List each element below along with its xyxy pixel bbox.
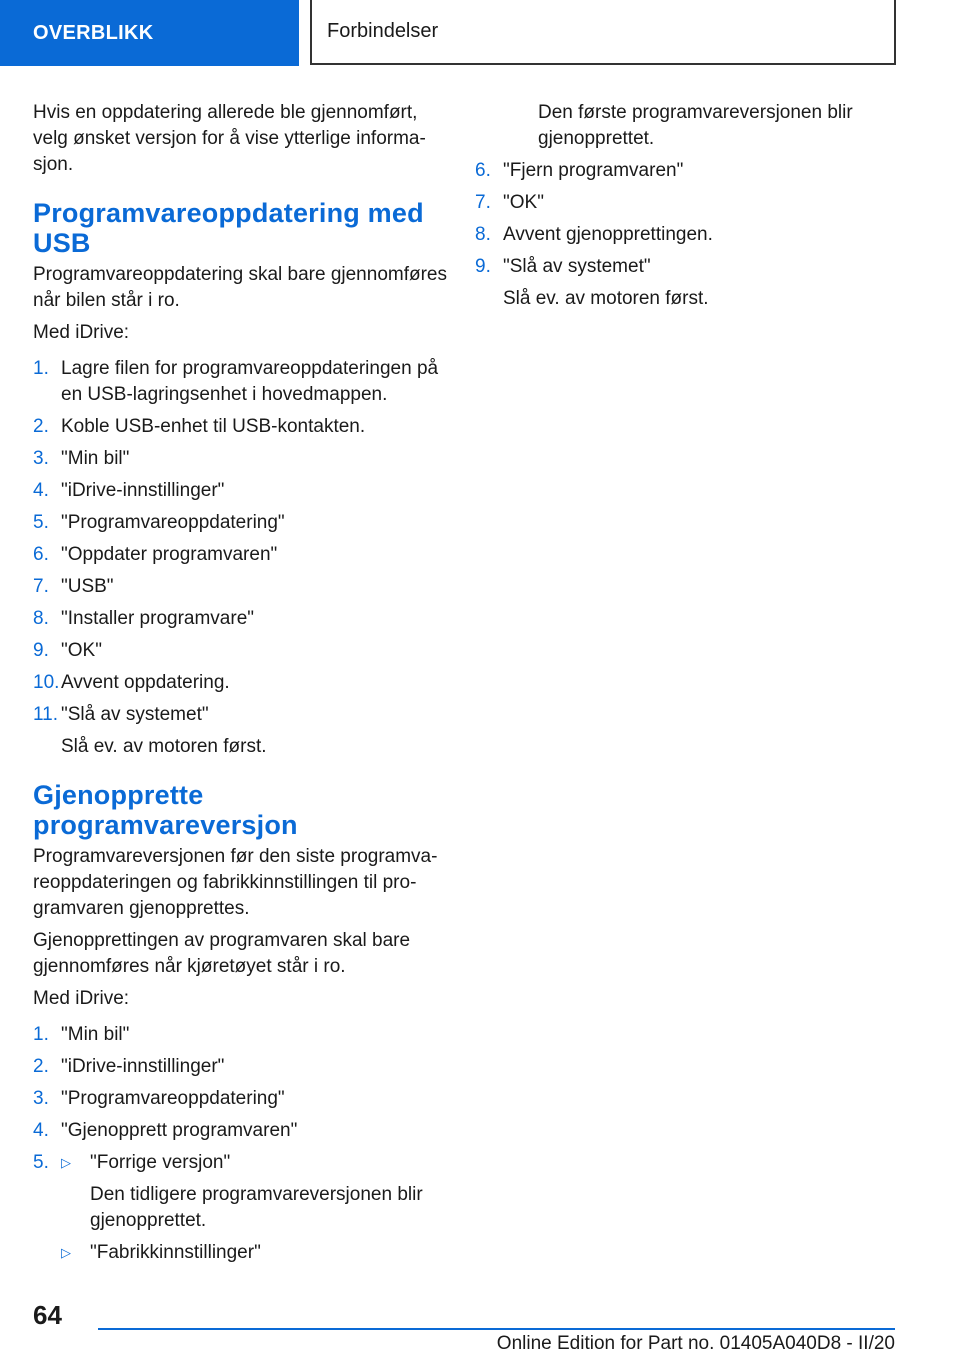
step-number: 2. xyxy=(33,416,49,437)
step-number: 3. xyxy=(33,1088,49,1109)
step-text: "OK" xyxy=(61,640,102,661)
option-text: "Forrige versjon" xyxy=(90,1152,231,1173)
list-item xyxy=(475,222,895,248)
step-note: Slå ev. av motoren først. xyxy=(61,736,267,757)
chapter-tab: OVERBLIKK xyxy=(0,0,299,66)
list-item xyxy=(33,510,451,536)
list-item xyxy=(33,356,451,408)
footer-edition: Online Edition for Part no. 01405A040D8 - II/20 xyxy=(496,1333,895,1354)
triangle-bullet-icon: ▷ xyxy=(61,1245,71,1260)
list-item xyxy=(33,542,451,568)
usb-steps-list xyxy=(33,356,451,760)
intro-paragraph: Hvis en oppdatering allerede ble gjennomført, velg ønsket versjon for å vise ytterlige informa-sjon. xyxy=(33,102,426,175)
restore-heading: Gjenopprette programvareversjon xyxy=(33,780,298,840)
restore-text-1: Programvareversjonen før den siste programva-reoppdateringen og fabrikkinnstillingen til pro-gramvaren gjenopprettes. xyxy=(33,846,438,919)
option-item xyxy=(61,1150,451,1234)
step-note: Slå ev. av motoren først. xyxy=(503,288,709,309)
step-number: 6. xyxy=(33,544,49,565)
list-item xyxy=(475,158,895,184)
page-header xyxy=(0,0,960,66)
step-text: "Slå av systemet" xyxy=(61,704,209,725)
list-item xyxy=(33,1054,451,1080)
step-text: "Programvareoppdatering" xyxy=(61,1088,285,1109)
step-text: Avvent gjenopprettingen. xyxy=(503,224,713,245)
step-number: 9. xyxy=(33,640,49,661)
step-number: 5. xyxy=(33,1152,49,1173)
list-item xyxy=(33,1150,451,1266)
step-text: Avvent oppdatering. xyxy=(61,672,230,693)
step-text: "Installer programvare" xyxy=(61,608,255,629)
option-text: "Fabrikkinnstillinger" xyxy=(90,1242,261,1263)
triangle-bullet-icon: ▷ xyxy=(61,1155,71,1170)
step-number: 3. xyxy=(33,448,49,469)
list-item xyxy=(475,254,895,312)
step-number: 11. xyxy=(33,704,59,725)
list-item xyxy=(33,638,451,664)
step-text: "Fjern programvaren" xyxy=(503,160,684,181)
list-item xyxy=(33,446,451,472)
step-text: "Slå av systemet" xyxy=(503,256,651,277)
list-item xyxy=(33,1086,451,1112)
step-text: Koble USB-enhet til USB-kontakten. xyxy=(61,416,366,437)
step-text: "iDrive-innstillinger" xyxy=(61,1056,225,1077)
step-number: 8. xyxy=(475,224,491,245)
step-number: 10. xyxy=(33,672,60,693)
step-number: 2. xyxy=(33,1056,49,1077)
step-number: 7. xyxy=(475,192,491,213)
step-number: 5. xyxy=(33,512,49,533)
footer-divider xyxy=(98,1328,895,1330)
list-item xyxy=(33,478,451,504)
list-item xyxy=(33,1022,451,1048)
step-text: "Gjenopprett programvaren" xyxy=(61,1120,298,1141)
step-number: 9. xyxy=(475,256,491,277)
restore-steps-continued xyxy=(475,158,895,312)
usb-update-heading: Programvareoppdatering med USB xyxy=(33,198,424,258)
usb-lead: Med iDrive: xyxy=(33,322,130,343)
list-item xyxy=(475,190,895,216)
step-number: 4. xyxy=(33,1120,49,1141)
left-column xyxy=(33,100,451,1272)
step-text: "USB" xyxy=(61,576,114,597)
usb-update-text: Programvareoppdatering skal bare gjennomføres når bilen står i ro. xyxy=(33,264,447,311)
list-item xyxy=(33,702,451,760)
step-number: 4. xyxy=(33,480,49,501)
section-tab: Forbindelser xyxy=(310,0,896,65)
continuation-text: Den første programvareversjonen blir gjenopprettet. xyxy=(538,102,853,149)
restore-text-2: Gjenopprettingen av programvaren skal bare gjennomføres når kjøretøyet står i ro. xyxy=(33,930,411,977)
step-text: "iDrive-innstillinger" xyxy=(61,480,225,501)
step-text: Lagre filen for programvareoppdateringen på en USB-lagringsenhet i hovedmappen. xyxy=(61,358,439,405)
list-item xyxy=(33,574,451,600)
option-note: Den tidligere programvareversjonen blir gjenopprettet. xyxy=(90,1184,423,1231)
option-item xyxy=(61,1240,451,1266)
page-number: 64 xyxy=(33,1300,62,1330)
step-number: 8. xyxy=(33,608,49,629)
list-item xyxy=(33,414,451,440)
list-item xyxy=(33,1118,451,1144)
step-text: "Programvareoppdatering" xyxy=(61,512,285,533)
restore-steps-list xyxy=(33,1022,451,1266)
option-list xyxy=(61,1150,451,1266)
right-column xyxy=(475,100,895,318)
list-item xyxy=(33,670,451,696)
step-number: 1. xyxy=(33,358,49,379)
step-text: "Min bil" xyxy=(61,1024,130,1045)
step-number: 7. xyxy=(33,576,49,597)
restore-lead: Med iDrive: xyxy=(33,988,130,1009)
step-number: 6. xyxy=(475,160,491,181)
step-text: "Oppdater programvaren" xyxy=(61,544,278,565)
step-text: "OK" xyxy=(503,192,544,213)
step-number: 1. xyxy=(33,1024,49,1045)
step-text: "Min bil" xyxy=(61,448,130,469)
list-item xyxy=(33,606,451,632)
